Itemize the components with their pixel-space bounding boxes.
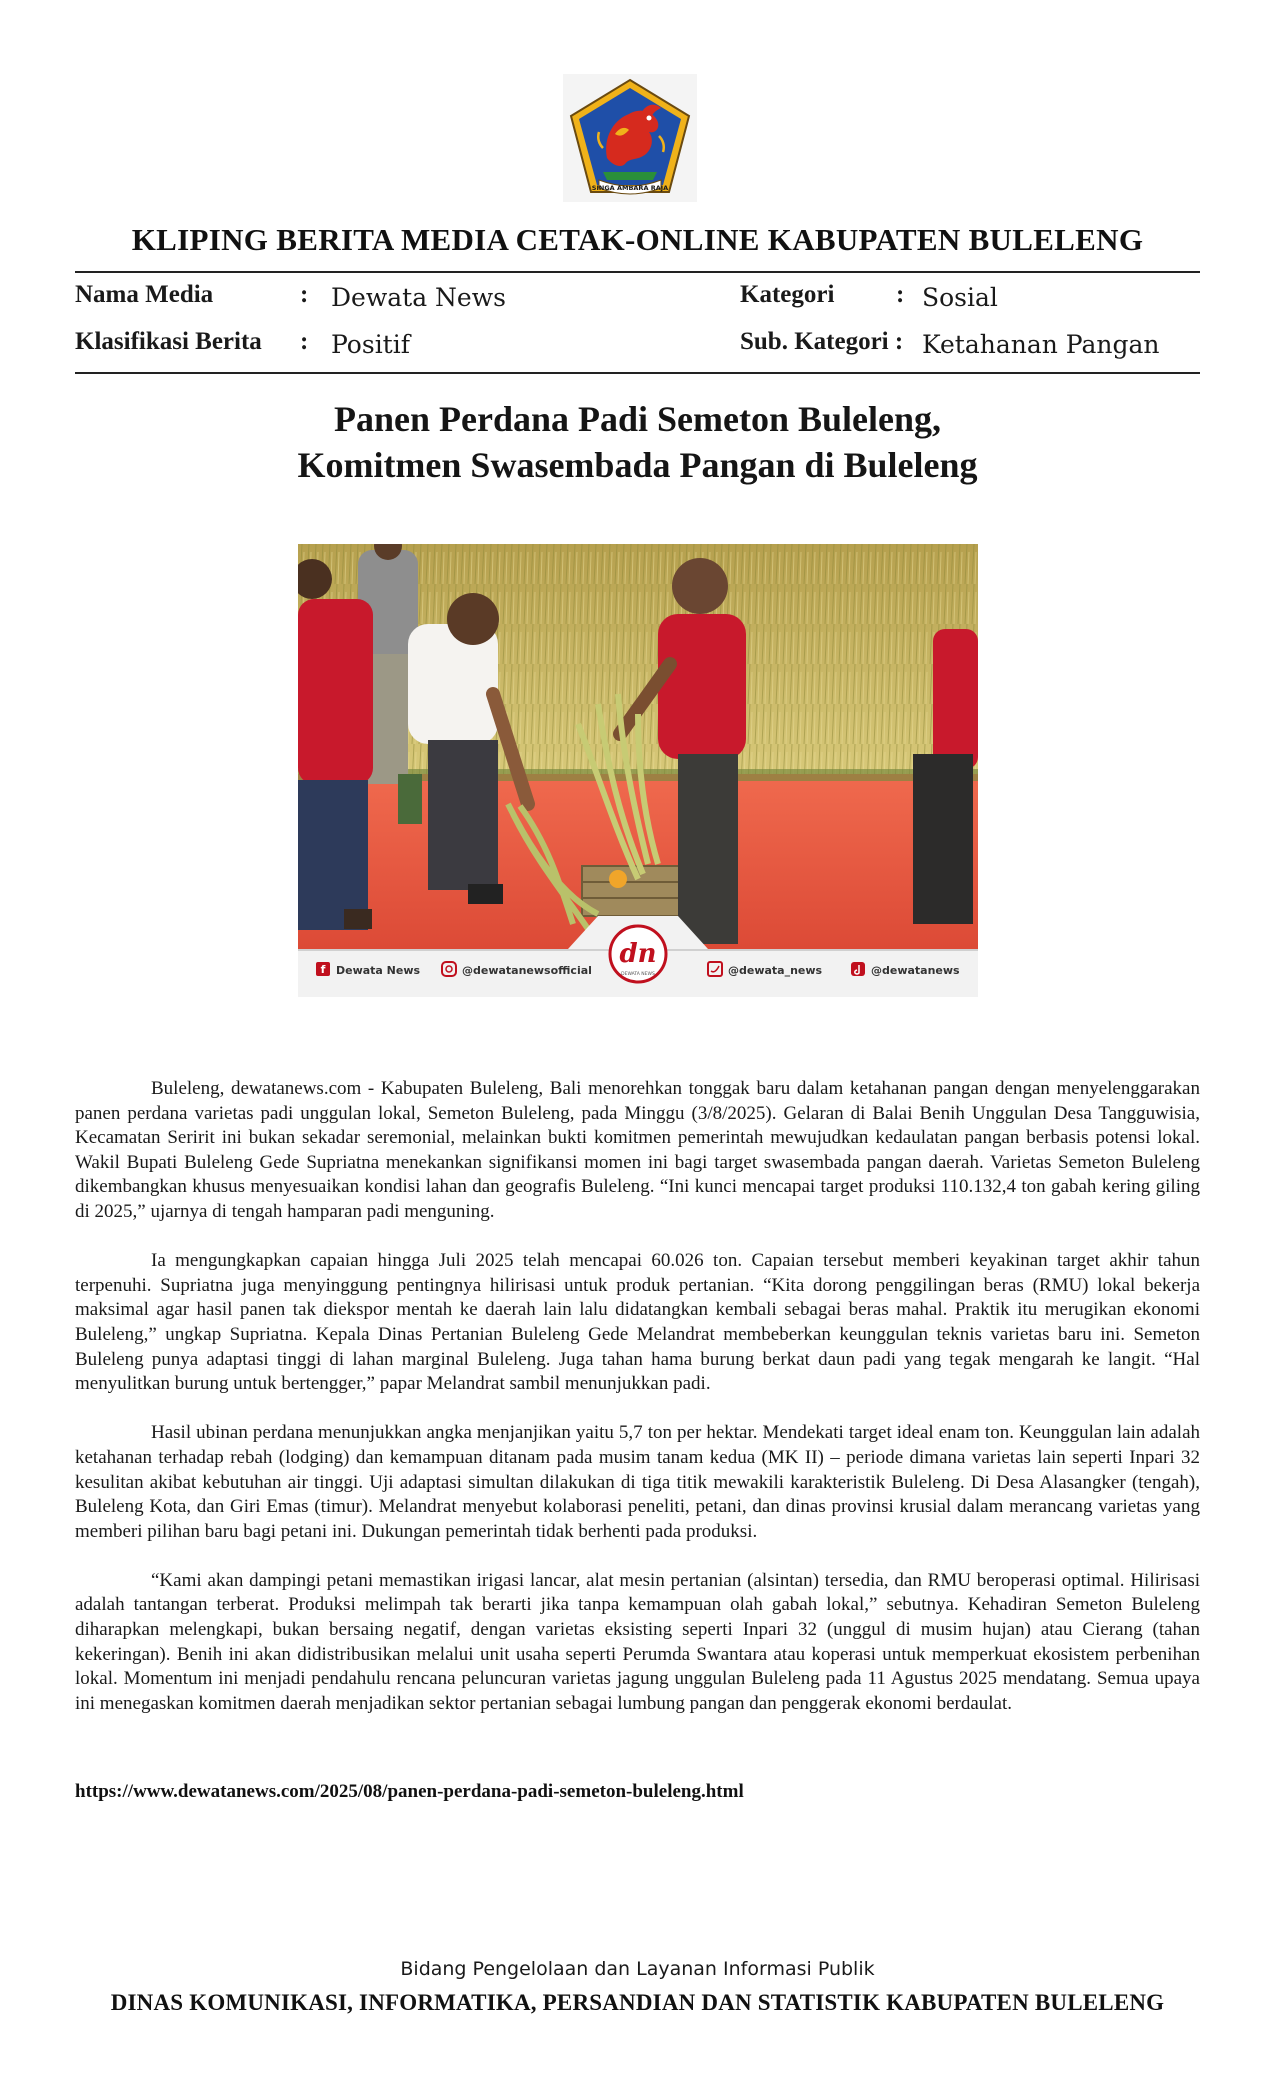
- article-paragraph: Ia mengungkapkan capaian hingga Juli 2025 telah mencapai 60.026 ton. Capaian tersebut memberi keyakinan target akhir tahun terpenuhi. Supriatna juga menyinggung pentingnya hilirisasi untuk produk pertanian. “Kita dorong penggilingan beras (RMU) lokal bekerja maksimal agar hasil panen tak diekspor mentah ke daerah lain lalu didatangkan kembali sebagai beras mahal. Praktik itu merugikan ekonomi Buleleng,” ungkap Supriatna. Kepala Dinas Pertanian Buleleng Gede Melandrat membeberkan keunggulan teknis varietas baru ini. Semeton Buleleng punya adaptasi tinggi di lahan marginal Buleleng. Juga tahan hama burung berkat daun padi yang tegak mengarah ke langit. “Hal menyulitkan burung untuk bertengger,” papar Melandrat sambil menunjukkan padi.: [75, 1250, 1200, 1395]
- photo-logo-text: DEWATA NEWS: [621, 972, 655, 977]
- klasifikasi-berita-label: Klasifikasi Berita: [75, 328, 262, 355]
- nama-media-colon: :: [300, 281, 309, 308]
- article-paragraph: “Kami akan dampingi petani memastikan irigasi lancar, alat mesin pertanian (alsintan) tersedia, dan RMU beroperasi optimal. Hilirisasi adalah tantangan terberat. Produksi melimpah tak berarti jika tanpa kemampuan olah gabah lokal,” sebutnya. Kehadiran Semeton Buleleng diharapkan melengkapi, bukan bersaing negatif, dengan varietas eksisting seperti Inpari 32 (unggul di musim hujan) atau Cierang (tahan kekeringan). Benih ini akan didistribusikan melalui unit usaha seperti Perumda Swantara atau koperasi untuk memperkuat ekosistem perbenihan lokal. Momentum ini menjadi pendahulu rencana peluncuran varietas jagung unggulan Buleleng pada 11 Agustus 2025 mendatang. Semua upaya ini menegaskan komitmen daerah menjadikan sektor pertanian sebagai lumbung pangan dan penggerak ekonomi berdaulat.: [75, 1569, 1200, 1714]
- buleleng-regency-logo: [563, 74, 697, 202]
- sub-kategori-label: Sub. Kategori :: [740, 328, 904, 355]
- document-title: KLIPING BERITA MEDIA CETAK-ONLINE KABUPATEN BULELENG: [131, 222, 1144, 257]
- headline-line-1: Panen Perdana Padi Semeton Buleleng,: [333, 399, 941, 439]
- photo-facebook-handle: Dewata News: [336, 964, 421, 977]
- kategori-value: Sosial: [922, 283, 998, 312]
- footer-agency: DINAS KOMUNIKASI, INFORMATIKA, PERSANDIAN DAN STATISTIK KABUPATEN BULELENG: [110, 1990, 1165, 2015]
- headline-line-2: Komitmen Swasembada Pangan di Buleleng: [297, 445, 978, 485]
- article-headline: [0, 396, 1275, 488]
- sub-kategori-value: Ketahanan Pangan: [922, 330, 1160, 359]
- klasifikasi-berita-value: Positif: [331, 330, 410, 359]
- kategori-colon: :: [896, 281, 905, 308]
- photo-twitter-handle: @dewata_news: [728, 964, 823, 977]
- klasifikasi-berita-colon: :: [300, 328, 309, 355]
- photo-instagram-handle: @dewatanewsofficial: [462, 964, 592, 977]
- footer-division: Bidang Pengelolaan dan Layanan Informasi Publik: [400, 1958, 875, 1980]
- photo-logo-initials: dn: [619, 939, 657, 969]
- photo-tiktok-handle: @dewatanews: [871, 964, 960, 977]
- logo-motto-text: SINGA AMBARA RAJA: [591, 184, 669, 192]
- kategori-label: Kategori: [740, 281, 835, 308]
- header-divider-top: [75, 271, 1200, 273]
- article-body: [75, 1077, 1200, 1741]
- nama-media-label: Nama Media: [75, 281, 214, 308]
- nama-media-value: Dewata News: [331, 283, 506, 312]
- article-paragraph: Buleleng, dewatanews.com - Kabupaten Buleleng, Bali menorehkan tonggak baru dalam ketahanan pangan dengan menyelenggarakan panen perdana varietas padi unggulan lokal, Semeton Buleleng, pada Minggu (3/8/2025). Gelaran di Balai Benih Unggulan Desa Tangguwisia, Kecamatan Seririt ini bukan sekadar seremonial, melainkan bukti komitmen pemerintah mewujudkan kedaulatan pangan berbasis potensi lokal. Wakil Bupati Buleleng Gede Supriatna menekankan signifikansi momen ini bagi target swasembada pangan daerah. Varietas Semeton Buleleng dikembangkan khusus menyesuaikan kondisi lahan dan geografis Buleleng. “Ini kunci mencapai target produksi 110.132,4 ton gabah kering giling di 2025,” ujarnya di tengah hamparan padi menguning.: [75, 1078, 1200, 1222]
- news-photo: [298, 544, 978, 997]
- source-link[interactable]: https://www.dewatanews.com/2025/08/panen-perdana-padi-semeton-buleleng.html: [75, 1781, 744, 1802]
- header-divider-bottom: [75, 372, 1200, 374]
- svg-text:f: f: [320, 963, 326, 976]
- article-paragraph: Hasil ubinan perdana menunjukkan angka menjanjikan yaitu 5,7 ton per hektar. Mendekati target ideal enam ton. Keunggulan lain adalah ketahanan terhadap rebah (lodging) dan kemampuan ditanam pada musim tanam kedua (MK II) – periode dimana varietas lain seperti Inpari 32 kesulitan akibat kebutuhan air tinggi. Uji adaptasi simultan dilakukan di tiga titik mewakili karakteristik Buleleng. Di Desa Alasangker (tengah), Buleleng Kota, dan Giri Emas (timur). Melandrat menyebut kolaborasi peneliti, petani, dan dinas provinsi krusial dalam merancang varietas yang memberi pilihan baru bagi petani ini. Dukungan pemerintah tidak berhenti pada produksi.: [75, 1422, 1200, 1542]
